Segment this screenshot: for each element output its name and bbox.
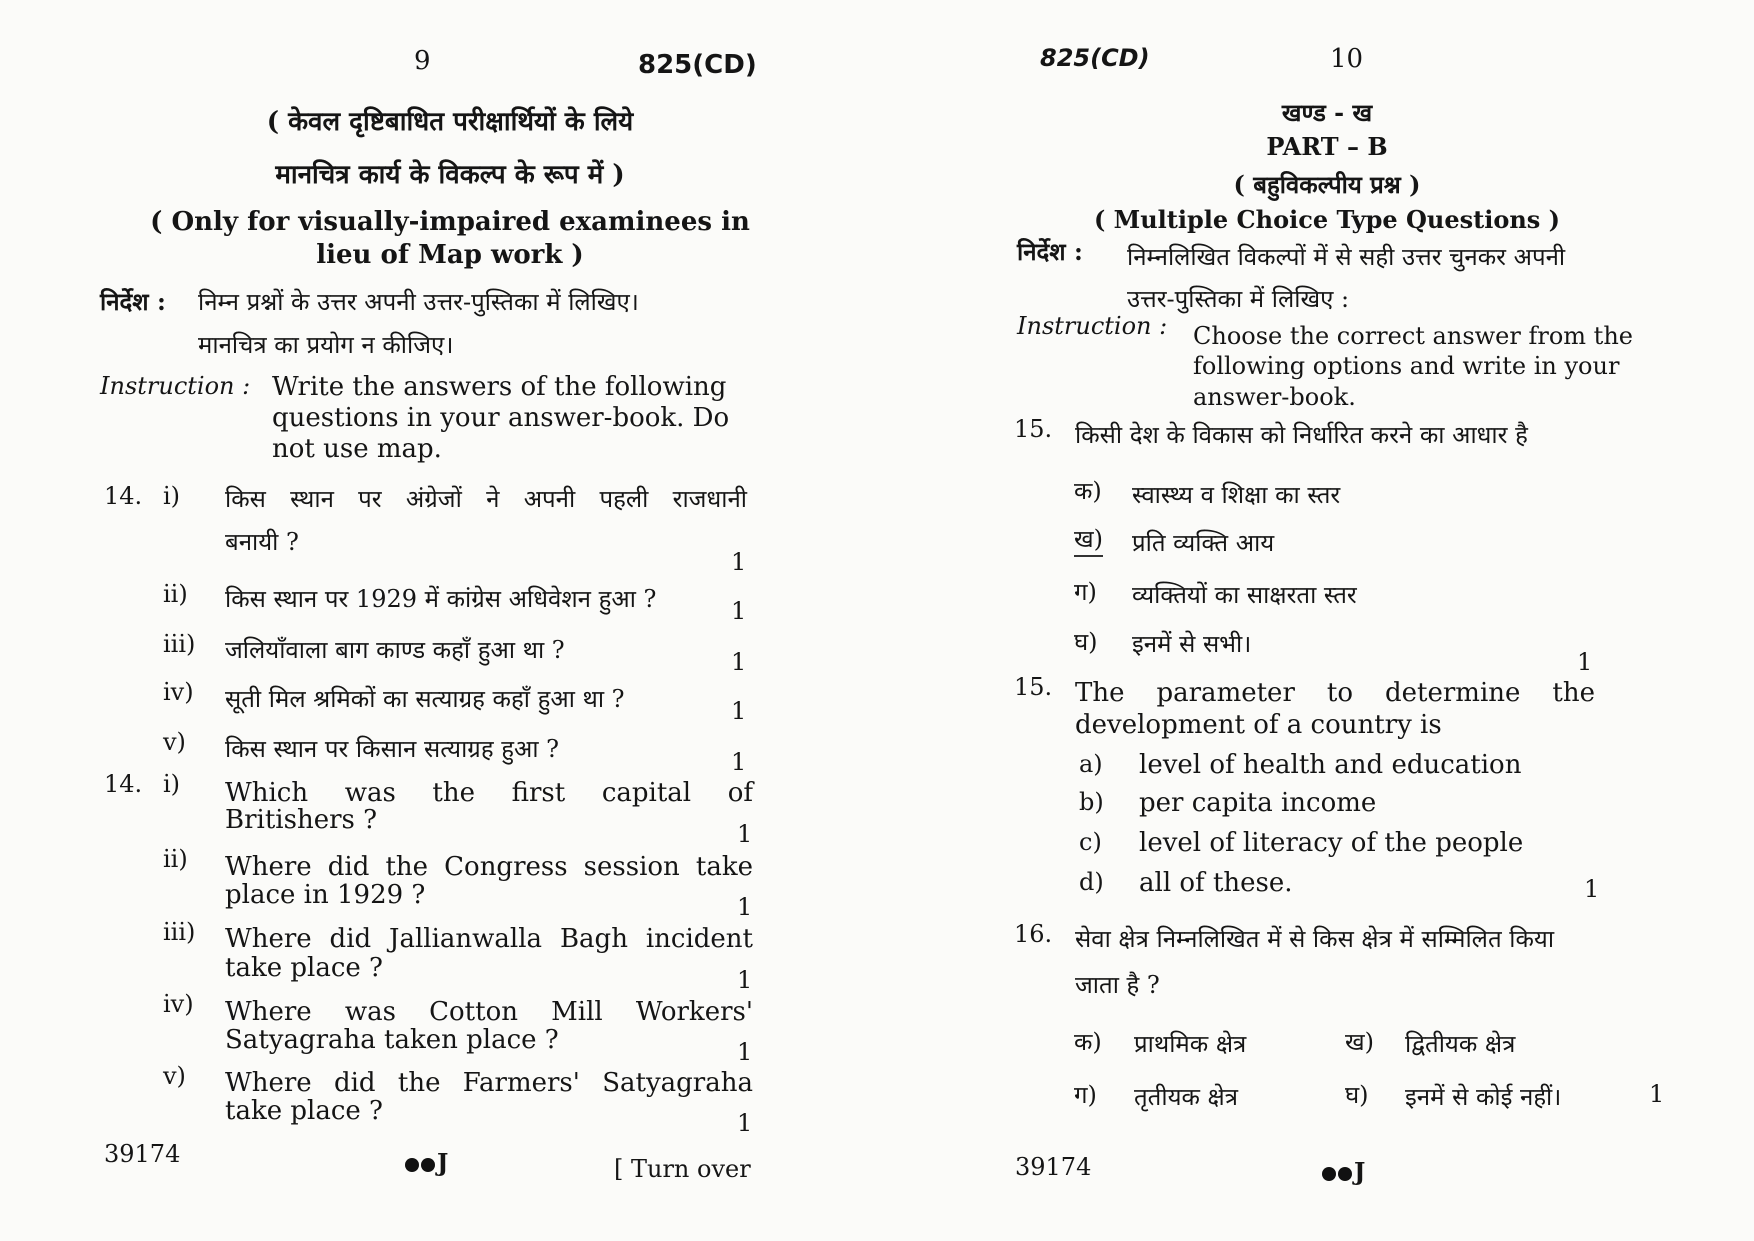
question-text: take place ?: [225, 953, 383, 983]
question-text: जाता है ?: [1075, 971, 1160, 999]
marks: 1: [731, 697, 747, 725]
item-roman: i): [163, 770, 181, 798]
item-roman: iii): [163, 630, 196, 658]
question-text: किस स्थान पर किसान सत्याग्रह हुआ ?: [225, 735, 559, 763]
bullet-dot: [1338, 1167, 1352, 1181]
option-key: क): [1074, 477, 1102, 505]
page-number: 10: [1330, 44, 1364, 74]
footer-code: 39174: [1015, 1153, 1092, 1181]
question-text: Britishers ?: [225, 805, 378, 835]
nirdesh-label: निर्देश :: [100, 287, 166, 316]
option-key: घ): [1074, 628, 1098, 656]
question-text: development of a country is: [1075, 710, 1442, 740]
question-text: The parameter to determine the: [1075, 678, 1595, 708]
instruction-label: Instruction :: [100, 372, 251, 400]
marks: 1: [731, 548, 747, 576]
instruction-line-1: Choose the correct answer from the: [1193, 322, 1633, 350]
marks: 1: [731, 648, 747, 676]
khand-heading: खण्ड - ख: [1281, 98, 1373, 127]
question-number: 16.: [1014, 920, 1053, 948]
marks: 1: [1577, 648, 1593, 676]
nirdesh-line-1: निम्नलिखित विकल्पों में से सही उत्तर चुनकर अपनी: [1127, 243, 1566, 271]
question-text: किस स्थान पर 1929 में कांग्रेस अधिवेशन हुआ ?: [225, 585, 657, 613]
question-text: किस स्थान पर अंग्रेजों ने अपनी पहली राजधानी: [225, 485, 747, 513]
question-text: Which was the first capital of: [225, 778, 753, 808]
bullet-dot: [421, 1158, 435, 1172]
marks: 1: [737, 820, 753, 848]
nirdesh-label: निर्देश :: [1017, 237, 1083, 266]
item-roman: v): [163, 1062, 186, 1090]
question-text: Where did the Farmers' Satyagraha: [225, 1068, 753, 1098]
section-title-hindi-1: ( केवल दृष्टिबाधित परीक्षार्थियों के लिये: [266, 107, 634, 137]
option-key: घ): [1345, 1081, 1369, 1109]
marks: 1: [737, 1109, 753, 1137]
footer-mark-letter: J: [437, 1148, 449, 1177]
nirdesh-line-2: उत्तर-पुस्तिका में लिखिए :: [1127, 285, 1350, 313]
nirdesh-line-1: निम्न प्रश्नों के उत्तर अपनी उत्तर-पुस्तिका में लिखिए।: [198, 288, 639, 316]
mcq-heading-english: ( Multiple Choice Type Questions ): [1093, 205, 1561, 234]
option-key: b): [1079, 788, 1104, 816]
option-text: द्वितीयक क्षेत्र: [1405, 1030, 1516, 1058]
option-text: तृतीयक क्षेत्र: [1134, 1083, 1239, 1111]
footer-code: 39174: [104, 1140, 181, 1168]
option-key: ग): [1074, 1081, 1097, 1109]
option-text: स्वास्थ्य व शिक्षा का स्तर: [1132, 481, 1341, 509]
instruction-label: Instruction :: [1017, 312, 1168, 340]
item-roman: iv): [163, 678, 194, 706]
question-text: जलियाँवाला बाग काण्ड कहाँ हुआ था ?: [225, 636, 565, 664]
item-roman: iii): [163, 918, 196, 946]
option-text: per capita income: [1139, 788, 1377, 818]
marks: 1: [737, 893, 753, 921]
section-title-hindi-2: मानचित्र कार्य के विकल्प के रूप में ): [275, 160, 625, 190]
item-roman: i): [163, 482, 181, 510]
option-key: c): [1079, 828, 1102, 856]
paper-code: 825(CD): [638, 50, 757, 80]
option-text: level of literacy of the people: [1139, 828, 1524, 858]
question-text: take place ?: [225, 1096, 383, 1126]
marks: 1: [1584, 875, 1600, 903]
option-text: इनमें से कोई नहीं।: [1405, 1083, 1562, 1111]
marks: 1: [737, 1038, 753, 1066]
question-text: Satyagraha taken place ?: [225, 1025, 559, 1055]
option-text: प्राथमिक क्षेत्र: [1134, 1030, 1247, 1058]
turn-over: [ Turn over: [614, 1155, 751, 1183]
option-text: इनमें से सभी।: [1132, 630, 1252, 658]
marks: 1: [731, 748, 747, 776]
paper-code: 825(CD): [1040, 44, 1150, 72]
question-number: 14.: [104, 770, 143, 798]
item-roman: ii): [163, 580, 188, 608]
section-title-english-2: lieu of Map work ): [316, 240, 584, 270]
option-key: ख): [1345, 1028, 1374, 1056]
footer-mark-letter: J: [1354, 1157, 1366, 1186]
option-text: व्यक्तियों का साक्षरता स्तर: [1132, 581, 1357, 609]
question-number: 15.: [1014, 673, 1053, 701]
footer-mark: [1322, 1157, 1365, 1186]
option-key: d): [1079, 868, 1104, 896]
option-key: a): [1079, 750, 1103, 778]
question-text: सेवा क्षेत्र निम्नलिखित में से किस क्षेत्र में सम्मिलित किया: [1075, 925, 1555, 953]
question-text: बनायी ?: [225, 528, 299, 556]
option-key: क): [1074, 1028, 1102, 1056]
instruction-line-2: following options and write in your: [1193, 352, 1620, 380]
page-number: 9: [414, 46, 431, 76]
right-page: [877, 0, 1754, 1241]
question-number: 14.: [104, 482, 143, 510]
option-text: प्रति व्यक्ति आय: [1132, 529, 1275, 557]
item-roman: ii): [163, 845, 188, 873]
question-text: Where was Cotton Mill Workers': [225, 997, 753, 1027]
mcq-heading-hindi: ( बहुविकल्पीय प्रश्न ): [1233, 170, 1421, 199]
section-title-english-1: ( Only for visually-impaired examinees in: [150, 207, 750, 237]
footer-mark: [405, 1148, 448, 1177]
nirdesh-line-2: मानचित्र का प्रयोग न कीजिए।: [198, 331, 454, 359]
option-key: ग): [1074, 578, 1097, 606]
item-roman: iv): [163, 990, 194, 1018]
item-roman: v): [163, 728, 186, 756]
marks: 1: [1649, 1080, 1665, 1108]
marks: 1: [737, 966, 753, 994]
instruction-line-3: answer-book.: [1193, 383, 1356, 411]
option-key: ख): [1074, 522, 1103, 557]
instruction-text: Write the answers of the following questions in your answer-book. Do not use map.: [272, 372, 730, 464]
bullet-dot: [1322, 1167, 1336, 1181]
option-text: all of these.: [1139, 868, 1293, 898]
part-heading: PART – B: [1266, 132, 1388, 161]
question-text: Where did the Congress session take: [225, 852, 753, 882]
question-text: सूती मिल श्रमिकों का सत्याग्रह कहाँ हुआ था ?: [225, 685, 625, 713]
option-text: level of health and education: [1139, 750, 1522, 780]
question-text: किसी देश के विकास को निर्धारित करने का आधार है: [1075, 421, 1528, 449]
question-text: Where did Jallianwalla Bagh incident: [225, 924, 753, 954]
marks: 1: [731, 597, 747, 625]
question-text: place in 1929 ?: [225, 880, 426, 910]
bullet-dot: [405, 1158, 419, 1172]
question-number: 15.: [1014, 415, 1053, 443]
